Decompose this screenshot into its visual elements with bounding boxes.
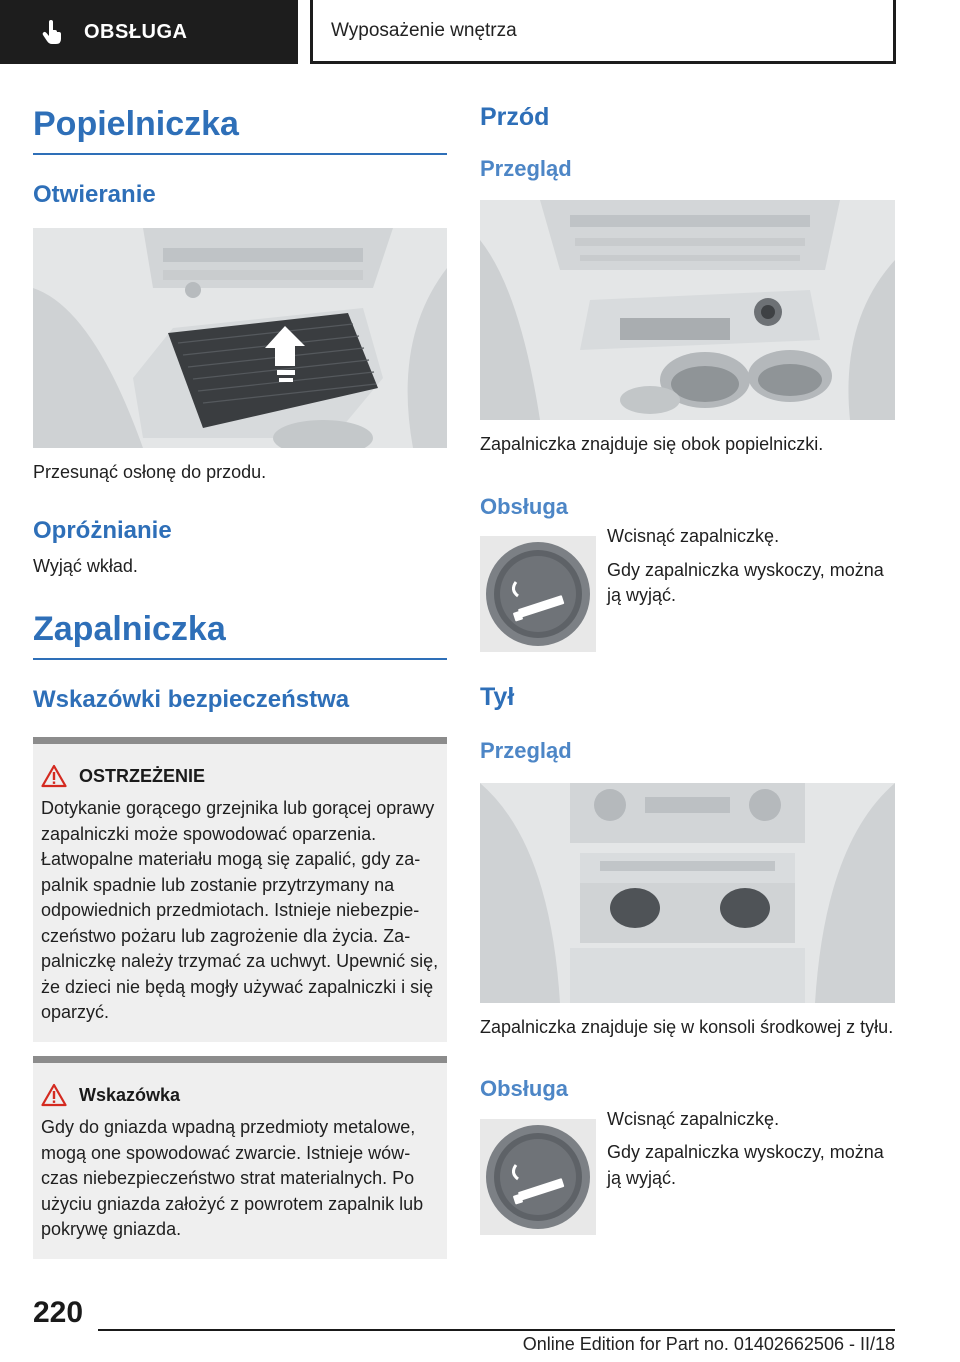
page-number: 220	[33, 1296, 84, 1329]
rear-overview-heading: Przegląd	[480, 738, 572, 764]
front-overview-heading: Przegląd	[480, 156, 572, 181]
ashtray-cover-photo	[33, 228, 447, 448]
front-op-line2: Gdy zapalniczka wyskoczy, można ją wyjąć.	[607, 559, 884, 606]
ashtray-heading: Popielniczka	[33, 104, 447, 155]
warning-text: Dotykanie gorącego grzejnika lub gorącej oprawy zapalniczki może spowodować oparzenia. Łatwopalne materiału mogą się zapalić, gdy zapalnik spadnie lub zostanie przytrzymany na odpowiednich przedmiotach. Istnieje niebezpieczeństwo pożaru lub zagrożenie dla życia. Zapalniczkę należy trzymać za uchwyt. Upewnić się, że dzieci nie będą mogły używać zapalniczki i się oparzyć.	[41, 798, 439, 1023]
left-column	[33, 96, 447, 1259]
warning-title: OSTRZEŻENIE	[79, 765, 206, 786]
notice-title-row	[41, 1083, 439, 1107]
front-heading: Przód	[480, 103, 550, 131]
front-operation-row	[480, 524, 895, 652]
lighter-button-image-front	[480, 536, 596, 652]
header-chapter	[310, 0, 896, 64]
safety-heading: Wskazówki bezpieczeństwa	[33, 686, 350, 714]
warning-box	[33, 737, 447, 1042]
right-column	[480, 96, 895, 1235]
rear-caption: Zapalniczka znajduje się w konsoli środkowej z tyłu.	[480, 1016, 894, 1037]
rear-op-line1: Wcisnąć zapalniczkę.	[607, 1108, 780, 1129]
front-caption: Zapalniczka znajduje się obok popielniczki.	[480, 434, 824, 455]
header-section-tab	[0, 0, 298, 64]
front-console-photo	[480, 200, 895, 420]
notice-title: Wskazówka	[79, 1084, 181, 1105]
rear-heading: Tył	[480, 683, 515, 712]
emptying-text: Wyjąć wkład.	[33, 555, 138, 576]
rear-operation-text	[607, 1107, 895, 1200]
notice-box	[33, 1056, 447, 1259]
opening-caption: Przesunąć osłonę do przodu.	[33, 461, 267, 482]
notice-text: Gdy do gniazda wpadną przedmioty metalowe, mogą one spowodować zwarcie. Istnieje wówczas niebezpieczeństwo strat materialnych. Po użyciu gniazda założyć z powrotem zapalnik lub pokrywę gniazda.	[41, 1117, 424, 1240]
rear-console-photo	[480, 783, 895, 1003]
notice-triangle-icon	[41, 1083, 67, 1107]
rear-operation-heading: Obsługa	[480, 1076, 569, 1102]
opening-heading: Otwieranie	[33, 180, 156, 208]
warning-triangle-icon	[41, 764, 67, 788]
lighter-heading: Zapalniczka	[33, 609, 447, 660]
header-section-label: OBSŁUGA	[84, 20, 188, 43]
lighter-button-image-rear	[480, 1119, 596, 1235]
header-chapter-label: Wyposażenie wnętrza	[331, 19, 517, 41]
front-operation-heading: Obsługa	[480, 493, 569, 519]
hand-pointer-icon	[40, 19, 66, 45]
rear-op-line2: Gdy zapalniczka wyskoczy, można ją wyjąć.	[607, 1142, 884, 1188]
front-operation-text	[607, 524, 895, 617]
warning-title-row	[41, 764, 439, 788]
emptying-heading: Opróżnianie	[33, 517, 172, 545]
footer-edition: Online Edition for Part no. 01402662506 - II/18	[522, 1334, 895, 1354]
rear-operation-row	[480, 1107, 895, 1235]
front-op-line1: Wcisnąć zapalniczkę.	[607, 526, 780, 547]
footer-rule	[98, 1329, 895, 1331]
